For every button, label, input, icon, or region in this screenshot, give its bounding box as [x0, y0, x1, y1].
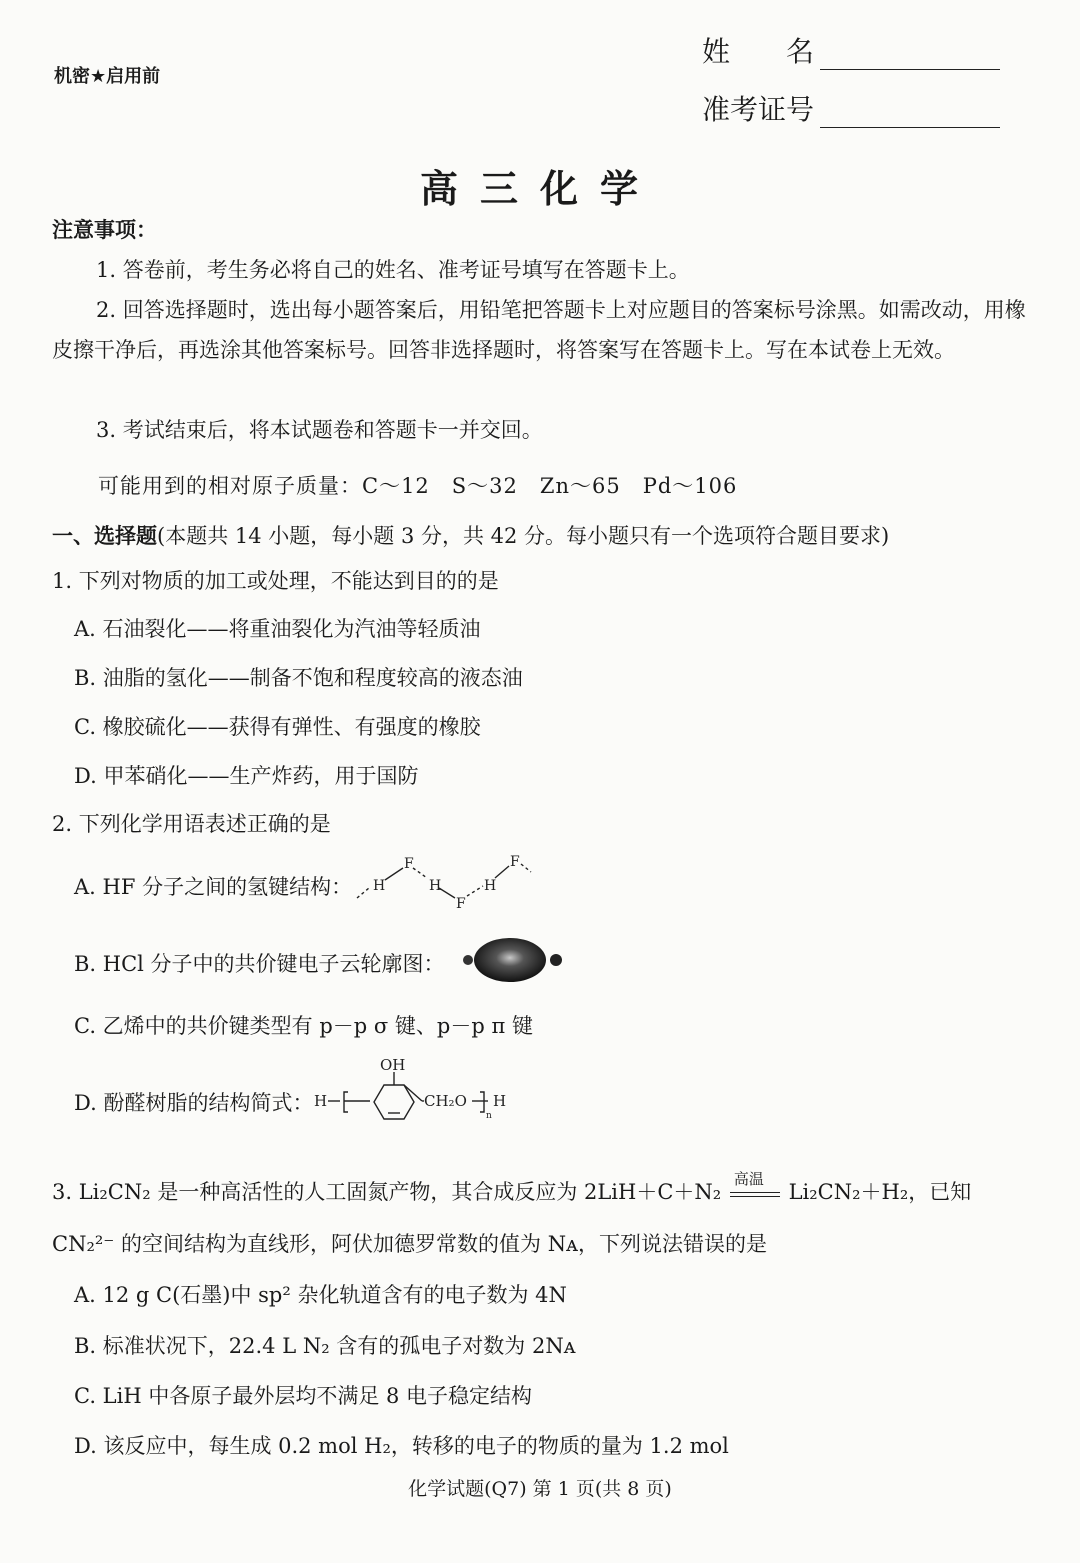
- hcl-electron-cloud-diagram: [460, 936, 570, 984]
- q3-line-2: CN₂²⁻ 的空间结构为直线形，阿伏加德罗常数的值为 Nᴀ，下列说法错误的是: [52, 1232, 767, 1256]
- hf-atom: H: [373, 878, 386, 894]
- q2-stem: 2. 下列化学用语表述正确的是: [52, 812, 331, 836]
- q3-stem-part1: 3. Li₂CN₂ 是一种高活性的人工固氮产物，其合成反应为 2LiH＋C＋N₂: [52, 1180, 722, 1204]
- q3-stem-part2: Li₂CN₂＋H₂，已知: [788, 1180, 972, 1204]
- q2-option-c: C. 乙烯中的共价键类型有 p－p σ 键、p－p π 键: [74, 1014, 533, 1038]
- reaction-condition: 高温: [733, 1169, 764, 1188]
- q2-option-b: B. HCl 分子中的共价键电子云轮廓图：: [74, 952, 445, 976]
- electron-cloud-icon: [474, 938, 546, 982]
- exam-id-input-line: [820, 97, 1000, 128]
- resin-ch2o: CH₂O: [424, 1092, 467, 1110]
- q1-option-b: B. 油脂的氢化——制备不饱和程度较高的液态油: [74, 666, 523, 690]
- q1-option-a: A. 石油裂化——将重油裂化为汽油等轻质油: [74, 617, 481, 641]
- name-label: 姓 名: [702, 35, 815, 68]
- q3-option-c: C. LiH 中各原子最外层均不满足 8 电子稳定结构: [74, 1384, 533, 1408]
- cl-nucleus-icon: [550, 954, 562, 966]
- q3-option-b: B. 标准状况下，22.4 L N₂ 含有的孤电子对数为 2Nᴀ: [74, 1334, 576, 1358]
- notice-item-3: 3. 考试结束后，将本试题卷和答题卡一并交回。: [96, 418, 543, 442]
- resin-h-right: H: [493, 1092, 507, 1110]
- hf-hydrogen-bond-diagram: [355, 850, 535, 912]
- notice-item-1: 1. 答卷前，考生务必将自己的姓名、准考证号填写在答题卡上。: [96, 258, 690, 282]
- hf-atom: H: [429, 878, 442, 894]
- q1-option-d: D. 甲苯硝化——生产炸药，用于国防: [74, 764, 419, 788]
- q3-option-d: D. 该反应中，每生成 0.2 mol H₂，转移的电子的物质的量为 1.2 mol: [74, 1434, 729, 1458]
- q3-line-1: [52, 1169, 1062, 1206]
- hf-atom: F: [510, 854, 520, 870]
- section-desc: (本题共 14 小题，每小题 3 分，共 42 分。每小题只有一个选项符合题目要求): [157, 524, 890, 548]
- name-input-line: [820, 39, 1000, 70]
- resin-oh: OH: [380, 1056, 406, 1074]
- reaction-arrow: [728, 1169, 782, 1204]
- confidential-mark: 机密★启用前: [54, 66, 161, 87]
- q1-stem: 1. 下列对物质的加工或处理，不能达到目的的是: [52, 569, 499, 593]
- page-title: 高三化学: [419, 167, 660, 211]
- section-title: 一、选择题: [52, 524, 157, 548]
- resin-h-left: H: [314, 1092, 328, 1110]
- phenolic-resin-structure: [312, 1052, 522, 1142]
- hf-atom: F: [456, 896, 466, 912]
- q1-option-c: C. 橡胶硫化——获得有弹性、有强度的橡胶: [74, 715, 481, 739]
- q2-option-a: A. HF 分子之间的氢键结构：: [74, 875, 353, 899]
- exam-id-field: [702, 88, 1000, 128]
- atomic-masses: 可能用到的相对原子质量：C～12 S～32 Zn～65 Pd～106: [98, 474, 738, 498]
- name-field: [702, 30, 1000, 70]
- q2-option-d: D. 酚醛树脂的结构简式：: [74, 1091, 314, 1115]
- exam-id-label: 准考证号: [702, 93, 815, 126]
- q3-option-a: A. 12 g C(石墨)中 sp² 杂化轨道含有的电子数为 4N: [74, 1283, 567, 1307]
- resin-n: n: [486, 1111, 492, 1121]
- notice-item-2: 2. 回答选择题时，选出每小题答案后，用铅笔把答题卡上对应题目的答案标号涂黑。如需改动，用橡皮擦干净后，再选涂其他答案标号。回答非选择题时，将答案写在答题卡上。写在本试卷上无效。: [52, 298, 1026, 362]
- page-footer: 化学试题(Q7) 第 1 页(共 8 页): [408, 1478, 672, 1500]
- benzene-ring-icon: [374, 1085, 414, 1119]
- h-nucleus-icon: [463, 955, 473, 965]
- notice-heading: 注意事项：: [52, 218, 157, 242]
- hf-atom: F: [404, 856, 414, 872]
- section-heading: [52, 520, 889, 550]
- hf-atom: H: [484, 878, 497, 894]
